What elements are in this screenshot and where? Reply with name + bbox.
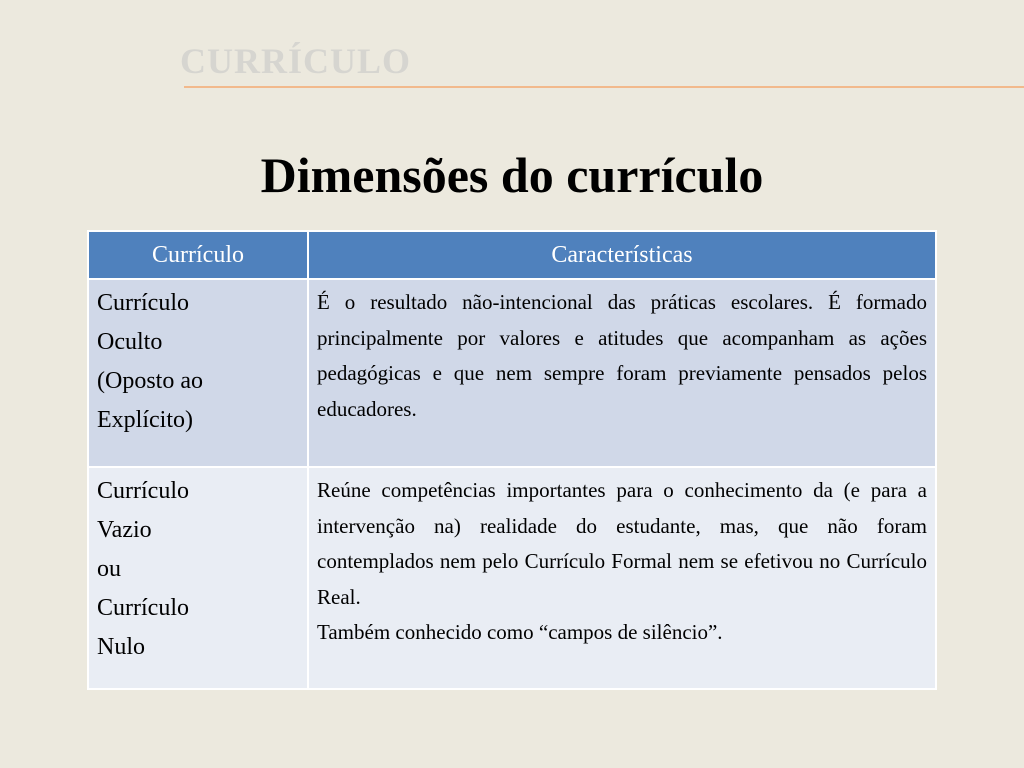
characteristics-text: Reúne competências importantes para o conhecimento da (e para a intervenção na) realidade do estudante, mas, que não foram contemplados nem pelo Currículo Formal nem se efetivou no Currículo Real. — [317, 478, 927, 609]
header-title: CURRÍCULO — [180, 41, 412, 81]
table-header-row — [88, 231, 936, 279]
characteristics-cell — [308, 467, 936, 689]
curriculum-name-line: ou — [97, 556, 121, 582]
curriculum-name-line: Vazio — [97, 517, 152, 543]
curriculum-name-cell — [88, 279, 308, 467]
curriculum-name-line: Explícito) — [97, 407, 193, 433]
curriculum-name-line: Currículo — [97, 290, 189, 316]
column-header-caracteristicas: Características — [308, 231, 936, 279]
column-header-curriculo: Currículo — [88, 231, 308, 279]
header-divider — [184, 86, 1024, 88]
curriculum-name-line: Currículo — [97, 595, 189, 621]
slide-title: Dimensões do currículo — [260, 147, 764, 203]
curriculum-name-line: Nulo — [97, 634, 145, 660]
table-row — [88, 467, 936, 689]
curriculum-name-line: Oculto — [97, 329, 163, 355]
curriculum-name-line: (Oposto ao — [97, 368, 203, 394]
curriculum-name-cell — [88, 467, 308, 689]
characteristics-note: Também conhecido como “campos de silêncio”. — [317, 620, 723, 644]
table-row — [88, 279, 936, 467]
curriculum-name-line: Currículo — [97, 478, 189, 504]
characteristics-text: É o resultado não-intencional das práticas escolares. É formado principalmente por valores e atitudes que acompanham as ações pedagógicas e que nem sempre foram previamente pensados pelos educadores. — [317, 290, 927, 421]
characteristics-cell — [308, 279, 936, 467]
dimensions-table — [87, 230, 937, 690]
